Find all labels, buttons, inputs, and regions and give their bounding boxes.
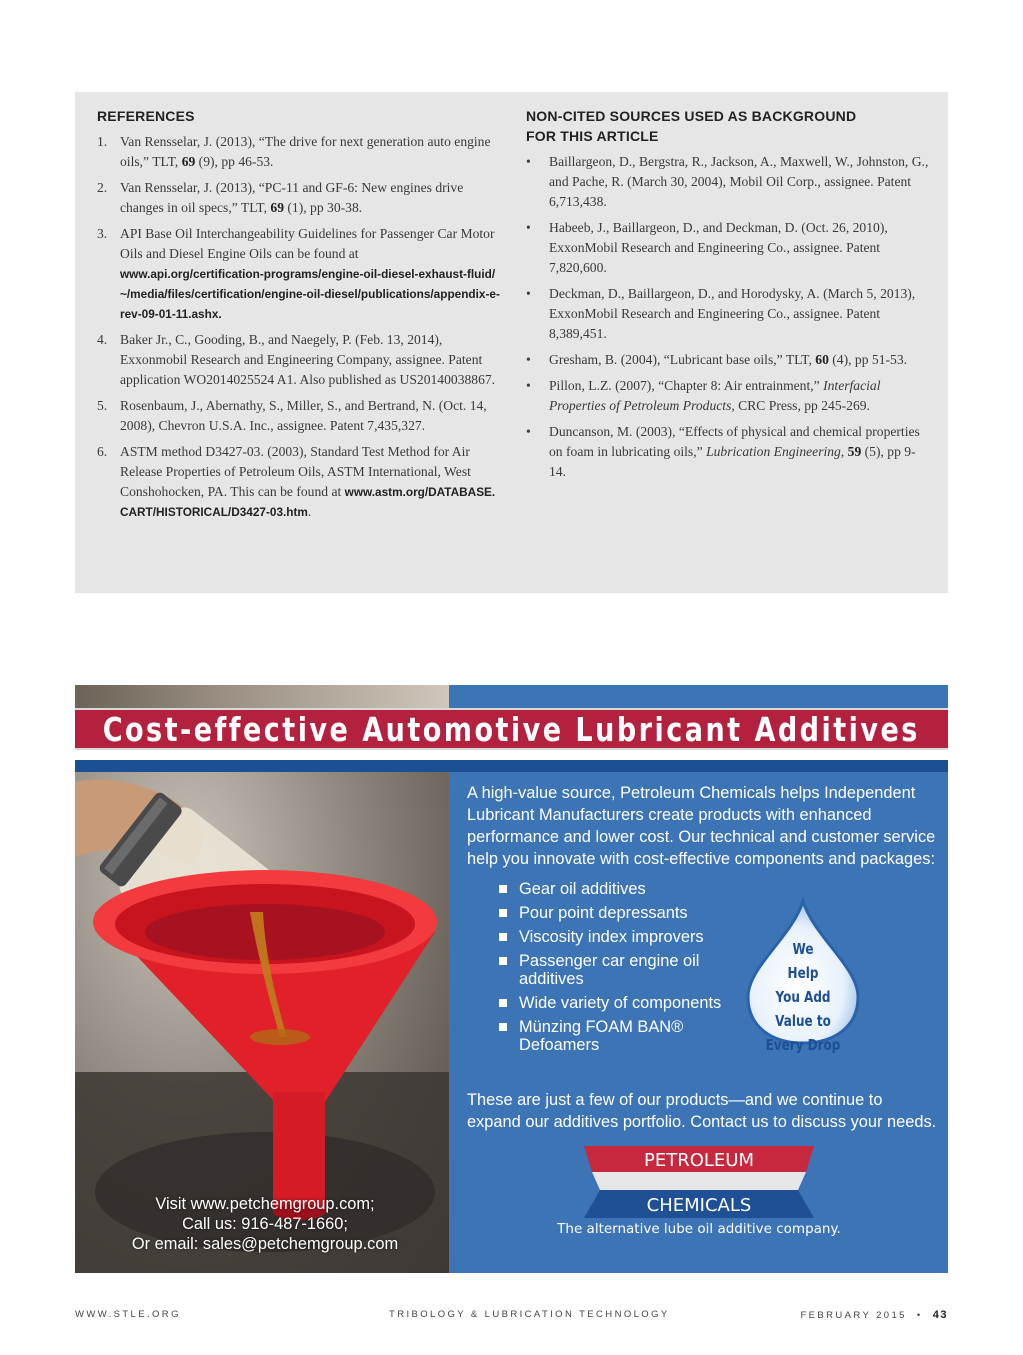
ad-top-blue	[449, 685, 948, 710]
advertisement[interactable]	[75, 685, 948, 1273]
ad-headline: Cost-effective Automotive Lubricant Additives	[102, 709, 921, 749]
reference-link[interactable]: www.astm.org/DATABASE.CART/HISTORICAL/D3427-03.htm	[120, 485, 496, 519]
noncited-item: • Pillon, L.Z. (2007), “Chapter 8: Air entrainment,” Interfacial Properties of Petroleum Products, CRC Press, pp 245-269.	[526, 378, 881, 413]
water-drop-badge	[744, 897, 862, 1054]
page-footer	[75, 1309, 948, 1323]
product-item: Pour point depressants	[499, 904, 739, 922]
noncited-list	[526, 152, 930, 482]
ad-photo-oil-pour	[75, 772, 449, 1273]
reference-item: 2. Van Rensselar, J. (2013), “PC-11 and GF-6: New engines drive changes in oil specs,” TLT, 69 (1), pp 30-38.	[97, 180, 464, 215]
reference-link[interactable]: www.api.org/certification-programs/engine-oil-diesel-exhaust-fluid/~/media/files/certification/engine-oil-diesel/publications/appendix-e-rev-09-01-11.ashx.	[120, 267, 500, 321]
product-item: Viscosity index improvers	[499, 928, 739, 946]
reference-item: 4. Baker Jr., C., Gooding, B., and Naegely, P. (Feb. 13, 2014), Exxonmobil Research and Engineering Company, assignee. Patent application WO2014025524 A1. Also published as US20140038867.	[97, 332, 496, 387]
ad-top-photo-strip	[75, 685, 449, 710]
ad-outro: These are just a few of our products—and we continue to expand our additives portfolio. Contact us to discuss your needs.	[467, 1091, 937, 1131]
visit-website[interactable]: Visit www.petchemgroup.com;	[155, 1195, 375, 1213]
reference-item: 1. Van Rensselar, J. (2013), “The drive for next generation auto engine oils,” TLT, 69 (9), pp 46-53.	[97, 134, 491, 169]
email-address[interactable]: Or email: sales@petchemgroup.com	[131, 1235, 399, 1253]
references-heading: REFERENCES	[97, 108, 195, 124]
noncited-item: • Baillargeon, D., Bergstra, R., Jackson, A., Maxwell, W., Johnston, G., and Pache, R. (March 30, 2004), Mobil Oil Corp., assignee. Patent 6,713,438.	[526, 154, 929, 209]
noncited-column	[526, 106, 930, 488]
product-item: Wide variety of components	[499, 994, 739, 1012]
noncited-heading: NON-CITED SOURCES USED AS BACKGROUND FOR THIS ARTICLE	[526, 108, 857, 144]
ad-copy-panel	[449, 772, 948, 1273]
ad-intro: A high-value source, Petroleum Chemicals helps Independent Lubricant Manufacturers create products with enhanced performance and lower cost. Our technical and customer service help you innovate with cost-effective components and packages:	[467, 784, 936, 868]
petroleum-chemicals-logo[interactable]	[584, 1146, 814, 1218]
product-item: Passenger car engine oil additives	[499, 952, 739, 988]
page-number: 43	[932, 1309, 948, 1321]
ad-blue-strip	[75, 760, 948, 772]
logo-bottom-text: CHEMICALS	[646, 1195, 752, 1216]
references-box	[75, 92, 948, 593]
ad-divider	[75, 750, 948, 760]
logo-tagline: The alternative lube oil additive company.	[557, 1221, 841, 1237]
product-list	[499, 880, 739, 1060]
product-item: Gear oil additives	[499, 880, 739, 898]
reference-item: 5. Rosenbaum, J., Abernathy, S., Miller, S., and Bertrand, N. (Oct. 14, 2008), Chevron U.S.A. Inc., assignee. Patent 7,435,327.	[97, 398, 487, 433]
reference-item: 6. ASTM method D3427-03. (2003), Standard Test Method for Air Release Properties of Petroleum Oils, ASTM International, West Conshohocken, PA. This can be found at www.astm.org/DATABASE.CART/HISTORICAL/D3427-03.htm.	[97, 444, 496, 519]
noncited-item: • Duncanson, M. (2003), “Effects of physical and chemical properties on foam in lubricating oils,” Lubrication Engineering, 59 (5), pp 9-14.	[526, 424, 920, 479]
logo-mark-icon	[584, 1146, 814, 1218]
contact-info	[105, 1194, 425, 1254]
noncited-item: • Deckman, D., Baillargeon, D., and Horodysky, A. (March 5, 2013), ExxonMobil Research and Engineering Co., assignee. Patent 8,389,451.	[526, 286, 916, 341]
ad-banner	[75, 708, 948, 750]
references-column	[97, 106, 501, 528]
call-number[interactable]: Call us: 916-487-1660;	[182, 1215, 348, 1233]
noncited-item: • Habeeb, J., Baillargeon, D., and Deckman, D. (Oct. 26, 2010), ExxonMobil Research and Engineering Co., assignee. Patent 7,820,600.	[526, 220, 888, 275]
noncited-item: • Gresham, B. (2004), “Lubricant base oils,” TLT, 60 (4), pp 51-53.	[526, 352, 908, 367]
drop-slogan: We Help You Add Value to Every Drop	[765, 940, 841, 1054]
logo-top-text: PETROLEUM	[643, 1150, 755, 1171]
footer-publication: TRIBOLOGY & LUBRICATION TECHNOLOGY	[389, 1309, 670, 1320]
footer-date-page: FEBRUARY 2015 • 43	[800, 1309, 948, 1321]
product-item: Münzing FOAM BAN® Defoamers	[499, 1018, 739, 1054]
reference-item: 3. API Base Oil Interchangeability Guidelines for Passenger Car Motor Oils and Diesel Engine Oils can be found at www.api.org/certification-programs/engine-oil-diesel-exhaust-fluid/~/media/files/certification/engine-oil-diesel/publications/appendix-e-rev-09-01-11.ashx.	[97, 224, 501, 324]
footer-site[interactable]: WWW.STLE.ORG	[75, 1309, 181, 1320]
references-list	[97, 132, 501, 522]
